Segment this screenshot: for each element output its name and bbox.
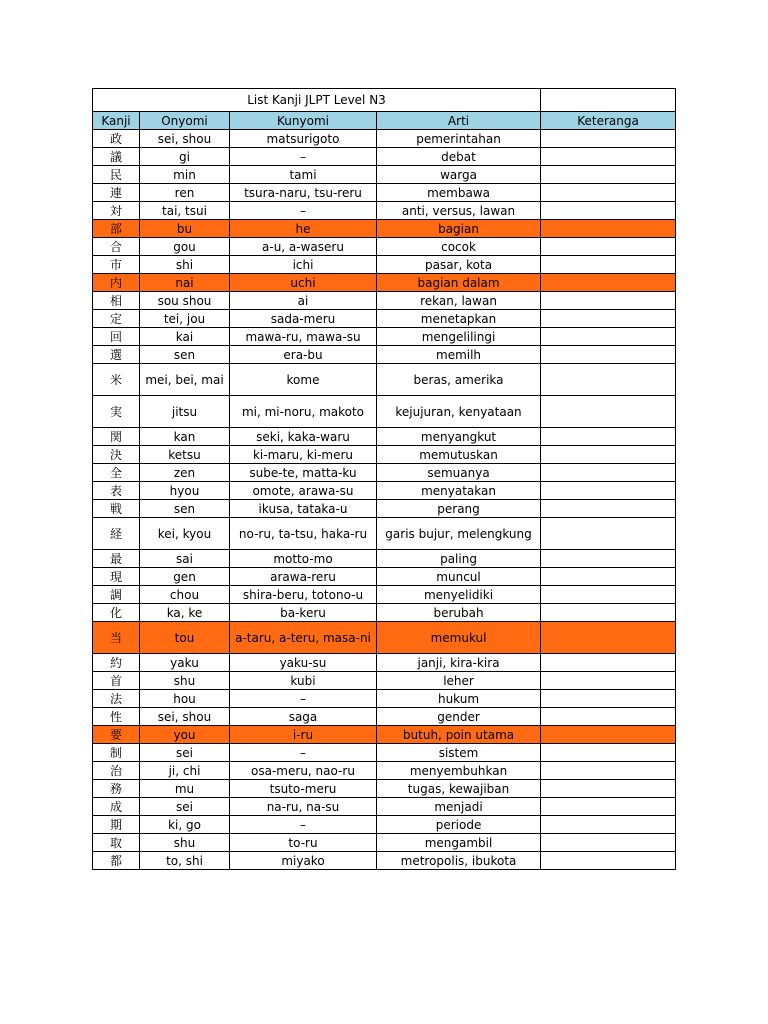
cell-kunyomi: ichi — [230, 256, 377, 274]
cell-onyomi: min — [140, 166, 230, 184]
cell-arti: janji, kira-kira — [377, 654, 541, 672]
cell-kunyomi: mi, mi-noru, makoto — [230, 396, 377, 428]
table-row — [93, 568, 676, 586]
cell-keterangan — [541, 816, 676, 834]
cell-kanji: 回 — [93, 328, 140, 346]
cell-arti: warga — [377, 166, 541, 184]
title-row — [93, 89, 676, 112]
cell-kunyomi: tsura-naru, tsu-reru — [230, 184, 377, 202]
cell-arti: anti, versus, lawan — [377, 202, 541, 220]
cell-arti: kejujuran, kenyataan — [377, 396, 541, 428]
cell-kanji: 相 — [93, 292, 140, 310]
table-row — [93, 428, 676, 446]
cell-arti: memutuskan — [377, 446, 541, 464]
cell-keterangan — [541, 166, 676, 184]
cell-onyomi: gou — [140, 238, 230, 256]
cell-kunyomi: no-ru, ta-tsu, haka-ru — [230, 518, 377, 550]
cell-arti: beras, amerika — [377, 364, 541, 396]
cell-kunyomi: sube-te, matta-ku — [230, 464, 377, 482]
cell-arti: bagian — [377, 220, 541, 238]
cell-onyomi: sei, shou — [140, 708, 230, 726]
table-row — [93, 328, 676, 346]
cell-keterangan — [541, 220, 676, 238]
cell-kunyomi: yaku-su — [230, 654, 377, 672]
kanji-table-body — [93, 89, 676, 870]
cell-onyomi: sai — [140, 550, 230, 568]
cell-arti: muncul — [377, 568, 541, 586]
cell-kunyomi: era-bu — [230, 346, 377, 364]
cell-keterangan — [541, 654, 676, 672]
cell-kunyomi: omote, arawa-su — [230, 482, 377, 500]
table-row — [93, 798, 676, 816]
cell-arti: hukum — [377, 690, 541, 708]
cell-onyomi: sen — [140, 346, 230, 364]
cell-kunyomi: a-taru, a-teru, masa-ni — [230, 622, 377, 654]
table-row — [93, 346, 676, 364]
table-row — [93, 500, 676, 518]
cell-kanji: 治 — [93, 762, 140, 780]
cell-kunyomi: to-ru — [230, 834, 377, 852]
table-row — [93, 220, 676, 238]
table-row — [93, 202, 676, 220]
table-row — [93, 780, 676, 798]
cell-arti: debat — [377, 148, 541, 166]
cell-kanji: 首 — [93, 672, 140, 690]
table-row — [93, 518, 676, 550]
cell-kanji: 当 — [93, 622, 140, 654]
cell-kanji: 期 — [93, 816, 140, 834]
cell-kanji: 実 — [93, 396, 140, 428]
cell-onyomi: sen — [140, 500, 230, 518]
table-row — [93, 708, 676, 726]
cell-onyomi: to, shi — [140, 852, 230, 870]
cell-keterangan — [541, 550, 676, 568]
cell-kunyomi: mawa-ru, mawa-su — [230, 328, 377, 346]
table-row — [93, 744, 676, 762]
cell-keterangan — [541, 202, 676, 220]
table-row — [93, 482, 676, 500]
table-row — [93, 446, 676, 464]
cell-keterangan — [541, 834, 676, 852]
cell-keterangan — [541, 708, 676, 726]
cell-onyomi: ketsu — [140, 446, 230, 464]
cell-onyomi: yaku — [140, 654, 230, 672]
table-row — [93, 604, 676, 622]
cell-kanji: 成 — [93, 798, 140, 816]
cell-kunyomi: i-ru — [230, 726, 377, 744]
cell-onyomi: tou — [140, 622, 230, 654]
cell-arti: mengambil — [377, 834, 541, 852]
cell-onyomi: hyou — [140, 482, 230, 500]
table-row — [93, 292, 676, 310]
cell-onyomi: sei, shou — [140, 130, 230, 148]
cell-keterangan — [541, 464, 676, 482]
cell-arti: menyembuhkan — [377, 762, 541, 780]
cell-kunyomi: sada-meru — [230, 310, 377, 328]
cell-kanji: 約 — [93, 654, 140, 672]
cell-kunyomi: he — [230, 220, 377, 238]
cell-keterangan — [541, 604, 676, 622]
cell-arti: pemerintahan — [377, 130, 541, 148]
cell-kunyomi: ki-maru, ki-meru — [230, 446, 377, 464]
cell-kunyomi: ba-keru — [230, 604, 377, 622]
cell-onyomi: gi — [140, 148, 230, 166]
cell-kanji: 市 — [93, 256, 140, 274]
header-keterangan: Keteranga — [541, 112, 676, 130]
table-row — [93, 130, 676, 148]
cell-onyomi: sei — [140, 798, 230, 816]
cell-kanji: 経 — [93, 518, 140, 550]
table-row — [93, 726, 676, 744]
cell-kanji: 都 — [93, 852, 140, 870]
cell-keterangan — [541, 762, 676, 780]
cell-keterangan — [541, 396, 676, 428]
cell-onyomi: zen — [140, 464, 230, 482]
cell-kanji: 調 — [93, 586, 140, 604]
cell-onyomi: ji, chi — [140, 762, 230, 780]
cell-onyomi: ka, ke — [140, 604, 230, 622]
cell-keterangan — [541, 256, 676, 274]
cell-arti: memilh — [377, 346, 541, 364]
cell-onyomi: jitsu — [140, 396, 230, 428]
table-row — [93, 184, 676, 202]
cell-keterangan — [541, 274, 676, 292]
cell-kunyomi: seki, kaka-waru — [230, 428, 377, 446]
cell-arti: memukul — [377, 622, 541, 654]
cell-onyomi: tei, jou — [140, 310, 230, 328]
cell-keterangan — [541, 726, 676, 744]
table-row — [93, 654, 676, 672]
cell-onyomi: hou — [140, 690, 230, 708]
cell-arti: menyangkut — [377, 428, 541, 446]
cell-arti: bagian dalam — [377, 274, 541, 292]
table-row — [93, 852, 676, 870]
cell-kanji: 要 — [93, 726, 140, 744]
cell-kanji: 全 — [93, 464, 140, 482]
cell-keterangan — [541, 148, 676, 166]
table-row — [93, 396, 676, 428]
cell-keterangan — [541, 482, 676, 500]
cell-kanji: 制 — [93, 744, 140, 762]
cell-kanji: 関 — [93, 428, 140, 446]
cell-keterangan — [541, 238, 676, 256]
cell-kanji: 表 — [93, 482, 140, 500]
cell-keterangan — [541, 780, 676, 798]
cell-kanji: 連 — [93, 184, 140, 202]
table-row — [93, 274, 676, 292]
cell-arti: membawa — [377, 184, 541, 202]
cell-onyomi: tai, tsui — [140, 202, 230, 220]
cell-keterangan — [541, 500, 676, 518]
cell-arti: menyelidiki — [377, 586, 541, 604]
cell-onyomi: bu — [140, 220, 230, 238]
cell-kunyomi: – — [230, 690, 377, 708]
table-row — [93, 550, 676, 568]
table-row — [93, 310, 676, 328]
cell-kanji: 務 — [93, 780, 140, 798]
cell-kunyomi: osa-meru, nao-ru — [230, 762, 377, 780]
cell-arti: menetapkan — [377, 310, 541, 328]
cell-kunyomi: shira-beru, totono-u — [230, 586, 377, 604]
cell-arti: butuh, poin utama — [377, 726, 541, 744]
cell-keterangan — [541, 364, 676, 396]
cell-keterangan — [541, 852, 676, 870]
cell-kunyomi: kome — [230, 364, 377, 396]
cell-keterangan — [541, 798, 676, 816]
cell-kunyomi: kubi — [230, 672, 377, 690]
cell-kunyomi: – — [230, 816, 377, 834]
cell-keterangan — [541, 568, 676, 586]
cell-keterangan — [541, 586, 676, 604]
table-row — [93, 834, 676, 852]
cell-arti: menjadi — [377, 798, 541, 816]
table-row — [93, 690, 676, 708]
cell-kanji: 化 — [93, 604, 140, 622]
cell-arti: pasar, kota — [377, 256, 541, 274]
cell-kanji: 民 — [93, 166, 140, 184]
cell-keterangan — [541, 292, 676, 310]
table-row — [93, 816, 676, 834]
cell-kanji: 内 — [93, 274, 140, 292]
cell-arti: semuanya — [377, 464, 541, 482]
cell-arti: sistem — [377, 744, 541, 762]
cell-arti: mengelilingi — [377, 328, 541, 346]
cell-arti: rekan, lawan — [377, 292, 541, 310]
cell-kanji: 部 — [93, 220, 140, 238]
cell-onyomi: gen — [140, 568, 230, 586]
cell-kanji: 性 — [93, 708, 140, 726]
table-row — [93, 672, 676, 690]
cell-keterangan — [541, 518, 676, 550]
table-row — [93, 586, 676, 604]
table-title: List Kanji JLPT Level N3 — [93, 89, 541, 112]
cell-keterangan — [541, 672, 676, 690]
table-row — [93, 622, 676, 654]
cell-kunyomi: tsuto-meru — [230, 780, 377, 798]
cell-kanji: 戦 — [93, 500, 140, 518]
cell-onyomi: shu — [140, 834, 230, 852]
header-arti: Arti — [377, 112, 541, 130]
cell-onyomi: kei, kyou — [140, 518, 230, 550]
cell-kunyomi: matsurigoto — [230, 130, 377, 148]
table-row — [93, 238, 676, 256]
cell-onyomi: sou shou — [140, 292, 230, 310]
cell-kunyomi: uchi — [230, 274, 377, 292]
cell-keterangan — [541, 690, 676, 708]
cell-kanji: 議 — [93, 148, 140, 166]
header-kanji: Kanji — [93, 112, 140, 130]
cell-arti: menyatakan — [377, 482, 541, 500]
cell-onyomi: kan — [140, 428, 230, 446]
cell-arti: berubah — [377, 604, 541, 622]
cell-onyomi: nai — [140, 274, 230, 292]
cell-kunyomi: – — [230, 744, 377, 762]
cell-kanji: 米 — [93, 364, 140, 396]
cell-kanji: 最 — [93, 550, 140, 568]
cell-kunyomi: saga — [230, 708, 377, 726]
cell-kanji: 法 — [93, 690, 140, 708]
cell-keterangan — [541, 622, 676, 654]
cell-keterangan — [541, 346, 676, 364]
cell-arti: gender — [377, 708, 541, 726]
cell-onyomi: you — [140, 726, 230, 744]
cell-kunyomi: tami — [230, 166, 377, 184]
cell-kunyomi: na-ru, na-su — [230, 798, 377, 816]
cell-kanji: 決 — [93, 446, 140, 464]
header-row — [93, 112, 676, 130]
cell-arti: leher — [377, 672, 541, 690]
cell-keterangan — [541, 446, 676, 464]
table-row — [93, 148, 676, 166]
cell-onyomi: chou — [140, 586, 230, 604]
cell-keterangan — [541, 184, 676, 202]
cell-arti: metropolis, ibukota — [377, 852, 541, 870]
cell-kunyomi: ai — [230, 292, 377, 310]
table-row — [93, 762, 676, 780]
header-kunyomi: Kunyomi — [230, 112, 377, 130]
cell-kunyomi: – — [230, 202, 377, 220]
cell-kunyomi: ikusa, tataka-u — [230, 500, 377, 518]
cell-onyomi: sei — [140, 744, 230, 762]
cell-kanji: 政 — [93, 130, 140, 148]
cell-onyomi: shu — [140, 672, 230, 690]
cell-onyomi: shi — [140, 256, 230, 274]
cell-onyomi: mei, bei, mai — [140, 364, 230, 396]
cell-onyomi: kai — [140, 328, 230, 346]
cell-kanji: 取 — [93, 834, 140, 852]
cell-arti: perang — [377, 500, 541, 518]
cell-keterangan — [541, 428, 676, 446]
cell-kanji: 選 — [93, 346, 140, 364]
table-row — [93, 166, 676, 184]
cell-kunyomi: miyako — [230, 852, 377, 870]
cell-onyomi: ren — [140, 184, 230, 202]
kanji-table — [92, 88, 676, 870]
cell-arti: tugas, kewajiban — [377, 780, 541, 798]
cell-keterangan — [541, 328, 676, 346]
cell-onyomi: mu — [140, 780, 230, 798]
cell-kanji: 定 — [93, 310, 140, 328]
cell-onyomi: ki, go — [140, 816, 230, 834]
table-row — [93, 464, 676, 482]
cell-kunyomi: arawa-reru — [230, 568, 377, 586]
cell-keterangan — [541, 130, 676, 148]
cell-kanji: 対 — [93, 202, 140, 220]
cell-arti: paling — [377, 550, 541, 568]
cell-kunyomi: a-u, a-waseru — [230, 238, 377, 256]
cell-keterangan — [541, 744, 676, 762]
cell-kanji: 現 — [93, 568, 140, 586]
header-onyomi: Onyomi — [140, 112, 230, 130]
table-row — [93, 256, 676, 274]
cell-kunyomi: – — [230, 148, 377, 166]
cell-kunyomi: motto-mo — [230, 550, 377, 568]
table-row — [93, 364, 676, 396]
title-row-empty-cell — [541, 89, 676, 112]
cell-kanji: 合 — [93, 238, 140, 256]
cell-arti: cocok — [377, 238, 541, 256]
cell-arti: periode — [377, 816, 541, 834]
cell-keterangan — [541, 310, 676, 328]
cell-arti: garis bujur, melengkung — [377, 518, 541, 550]
